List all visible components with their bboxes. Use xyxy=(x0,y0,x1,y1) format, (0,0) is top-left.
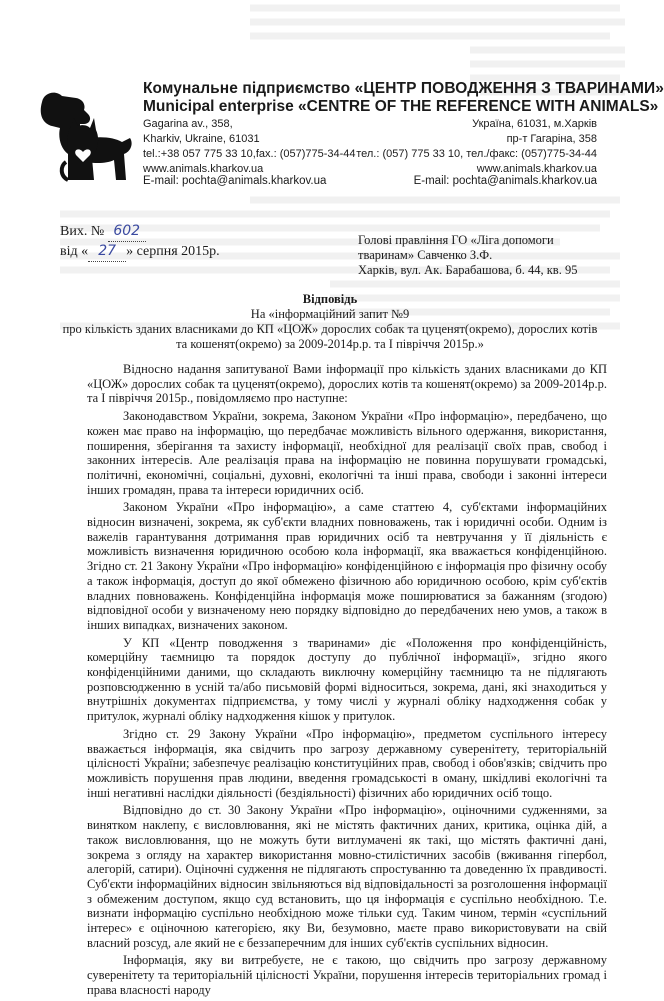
address-en-line: Gagarina av., 358, xyxy=(143,118,233,130)
body-paragraph: Законом України «Про інформацію», а саме статтею 4, суб'єктами інформаційних відносин визначені, зокрема, як суб'єкти владних повноважень, так і юридичні особи. Одним із важелів гарантування дотримання прав юридичних осіб та невтручання у її діяльність є можливість визначення юридичною особою кола інформації, яка вважається конфіденційною. Згідно ст. 21 Закону України «Про інформацію» конфіденційною є інформація про фізичну особу а також інформація, доступ до якої обмежено фізичною або юридичною особою, крім суб'єктів владних повноважень. Конфіденційна інформація може поширюватися за бажанням (згодою) відповідної особи у визначеному нею порядку відповідно до передбачених нею умов, а також в інших випадках, визначених законом. xyxy=(87,500,607,632)
body-paragraph: У КП «Центр поводження з тваринами» діє «Положення про конфіденційність, комерційну таємницю та порядок доступу до публічної інформації», згідно якого конфіденційними даними, що складають виключну комерційну таємницю та не підлягають розповсюдженню в усній та/або письмовій формі відноситься, зокрема, дані, які знаходиться у внутрішніх документах підприємства, у тому числі у журналі обліку надходження собак у притулок, журналі обліку надходження кішок у притулок. xyxy=(87,635,607,724)
addressee xyxy=(358,233,618,278)
body-paragraph: Законодавством України, зокрема, Законом України «Про інформацію», передбачено, що кожен має право на інформацію, що передбачає можливість вільного одержання, використання, поширення, зберігання та захисту інформації, необхідної для реалізації своїх прав, свобод і законних інтересів. Але реалізація права на інформацію не повинна порушувати громадські, політичні, економічні, соціальні, духовні, екологічні та інші права, свободи і законні інтереси інших громадян, права та інтереси юридичних осіб. xyxy=(87,409,607,497)
dog-and-cat-with-heart-logo xyxy=(30,84,140,184)
org-name-en: Municipal enterprise «CENTRE OF THE REFERENCE WITH ANIMALS» xyxy=(143,98,659,115)
website-link[interactable]: www.animals.kharkov.ua xyxy=(476,163,597,175)
date-suffix: » серпня 2015р. xyxy=(126,244,220,259)
body-paragraph: Відносно надання запитуваної Вами інформації про кількість зданих власниками до КП «ЦОЖ» дорослих собак та цуценят(окремо), дорослих котів та кошенят(окремо) за 2009-2014р.р. та І півріччя 2015р., повідомляємо про наступне: xyxy=(87,362,607,406)
addressee-line: Голові правління ГО «Ліга допомоги xyxy=(358,233,554,247)
date-day-handwritten: 27 xyxy=(88,242,126,262)
outgoing-number-block xyxy=(60,222,220,262)
date-prefix: від « xyxy=(60,244,89,259)
title-line: На «інформаційний запит №9 xyxy=(250,307,410,321)
outgoing-date xyxy=(60,242,220,262)
letter-body xyxy=(87,362,607,1001)
outgoing-number-handwritten: 602 xyxy=(108,222,146,242)
address-en-line: tel.:+38 057 775 33 10,fax.: (057)775-34-44 xyxy=(143,148,356,160)
address-ua-line: тел.: (057) 775 33 10, тел./факс: (057)775-34-44 xyxy=(356,148,597,160)
email-left[interactable]: E-mail: pochta@animals.kharkov.ua xyxy=(143,175,327,187)
address-en xyxy=(143,117,356,177)
address-ua xyxy=(356,117,597,177)
addressee-line: тваринам» Савченко З.Ф. xyxy=(358,248,493,262)
address-ua-line: Україна, 61031, м.Харків xyxy=(472,118,597,130)
outgoing-number-label: Вих. № xyxy=(60,224,105,239)
letterhead xyxy=(0,0,664,200)
body-paragraph: Відповідно до ст. 30 Закону України «Про інформацію», оціночними судженнями, за винятком наклепу, є висловлювання, які не містять фактичних даних, критика, оцінка дій, а також висловлювання, що не можуть бути витлумачені як такі, що містять фактичні дані, зокрема з огляду на характер використання мовно-стилістичних засобів (вживання гіпербол, алегорій, сатири). Оціночні судження не підлягають спростуванню та доведенню їх правдивості. Суб'єкти інформаційних відносин звільняються від відповідальності за розголошення інформації з обмеженим доступом, якщо суд встановить, що ця інформація є суспільно необхідною. Т.е. визнати інформацію суспільно необхідною може тільки суд. Таким чином, термін «суспільний інтерес» є оціночною категорією, яку Ви, безумовно, маєте право використовувати на свій власний розсуд, але який не є беззаперечним для інших суб'єктів суспільних відносин. xyxy=(87,803,607,950)
org-name-ua: Комунальне підприємство «ЦЕНТР ПОВОДЖЕННЯ З ТВАРИНАМИ» xyxy=(143,80,664,97)
addressee-line: Харків, вул. Ак. Барабашова, б. 44, кв. 95 xyxy=(358,263,578,277)
body-paragraph: Інформація, яку ви витребуєте, не є такою, що свідчить про загрозу державному суверенітету та територіальній цілісності України, порушення інтересів територіальних громад і права власності народу xyxy=(87,953,607,997)
document-title xyxy=(60,292,600,352)
website-link[interactable]: www.animals.kharkov.ua xyxy=(143,163,264,175)
address-ua-line: пр-т Гагаріна, 358 xyxy=(506,133,597,145)
email-right[interactable]: E-mail: pochta@animals.kharkov.ua xyxy=(413,175,597,187)
title-line: про кількість зданих власниками до КП «ЦОЖ» дорослих собак та цуценят(окремо), дорослих котів та кошенят(окремо) за 2009-2014р.р. та І півріччя 2015р.» xyxy=(62,322,598,351)
address-en-line: Kharkiv, Ukraine, 61031 xyxy=(143,133,260,145)
body-paragraph: Згідно ст. 29 Закону України «Про інформацію», предметом суспільного інтересу вважається інформація, яка свідчить про загрозу державному суверенітету, територіальній цілісності України; забезпечує реалізацію конституційних прав, свобод і обов'язків; свідчить про можливість порушення прав людини, введення громадськості в оману, шкідливі екологічні та інші негативні наслідки діяльності (бездіяльності) фізичних або юридичних осіб тощо. xyxy=(87,726,607,800)
document-heading: Відповідь xyxy=(302,292,358,306)
